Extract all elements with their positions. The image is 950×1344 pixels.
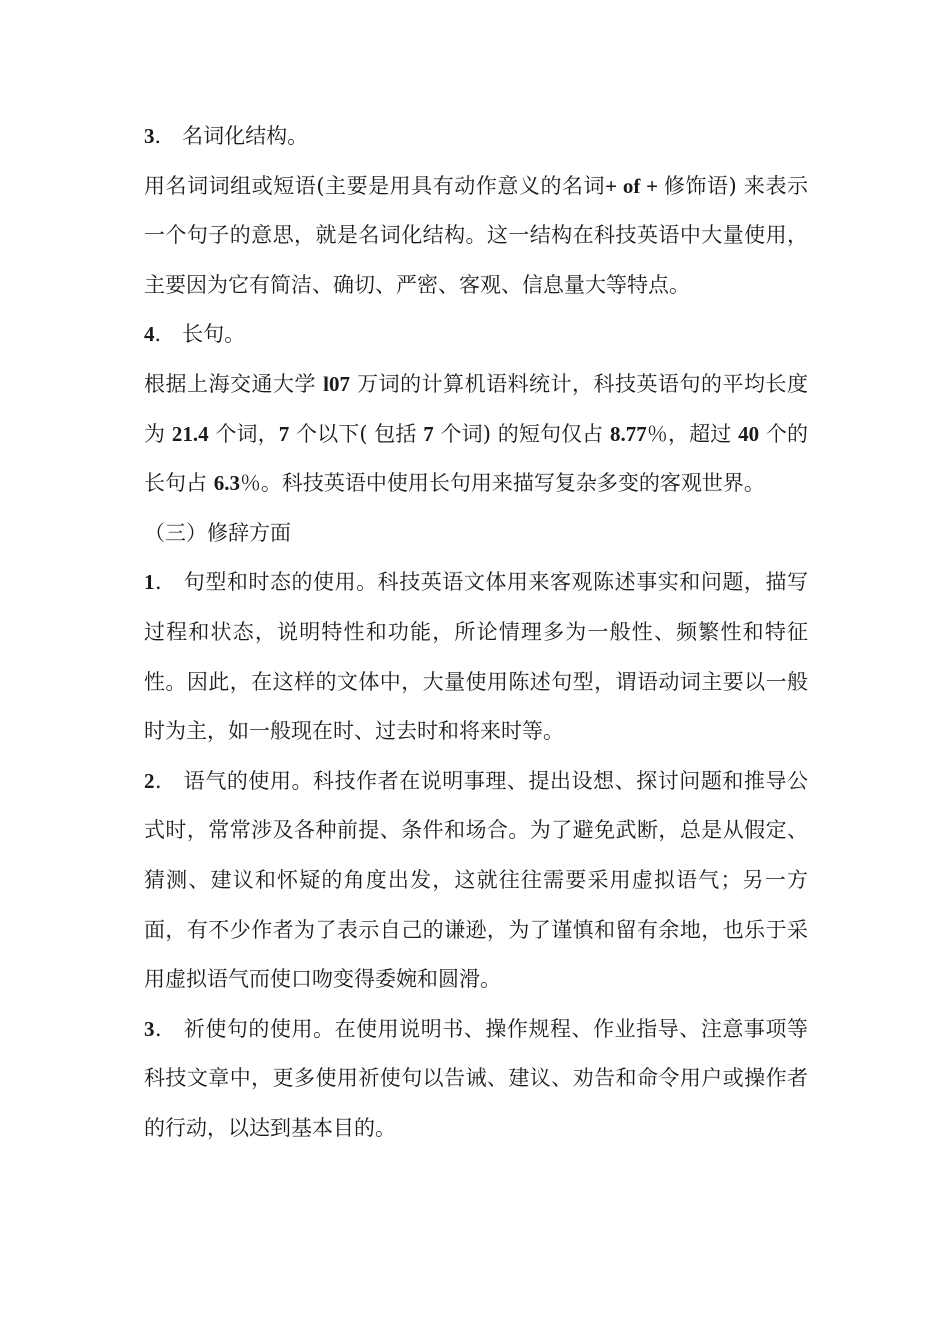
item-text: ． 句型和时态的使用。科技英语文体用来客观陈述事实和问题，描写过程和状态，说明特性和功能，所论情理多为一般性、频繁性和特征性。因此，在这样的文体中，大量使用陈述句型，谓语动词主要以一般时为主，如一般现在时、过去时和将来时等。 bbox=[144, 570, 808, 744]
text-run: 主要是用具有动作意义的名词 bbox=[324, 173, 606, 198]
text-run: 万词的计算机语料统计，科技英语句的平均长度为 bbox=[144, 371, 808, 446]
paragraph-nominalization bbox=[144, 162, 808, 311]
bold-text-run: + of + bbox=[605, 173, 664, 198]
text-run: 修饰语) 来表示一个句子的意思，就是名词化结构。这一结构在科技英语中大量使用，主要因为它有简洁、确切、严密、客观、信息量大等特点。 bbox=[144, 173, 808, 297]
bold-text-run: 7 bbox=[278, 421, 290, 446]
bold-text-run: 6.3 bbox=[213, 471, 240, 496]
text-run: 个词) 的短句仅占 bbox=[433, 421, 611, 446]
text-run: ％。科技英语中使用长句用来描写复杂多变的客观世界。 bbox=[239, 471, 765, 496]
paragraph-long-sentences bbox=[144, 360, 808, 509]
text-run: 用名词词组或短语( bbox=[144, 173, 325, 198]
item-imperative bbox=[144, 1005, 808, 1154]
text-run: 个以下( 包括 bbox=[289, 421, 424, 446]
heading-text: ． 长句。 bbox=[154, 322, 246, 347]
text-run: 个的长句占 bbox=[144, 421, 808, 496]
bold-text-run: 8.77 bbox=[610, 421, 647, 446]
item-sentence-tense bbox=[144, 558, 808, 756]
document-body bbox=[144, 112, 808, 1153]
item-mood bbox=[144, 757, 808, 1005]
heading-nominalization bbox=[144, 112, 808, 162]
bold-text-run: 7 bbox=[423, 421, 434, 446]
bold-text-run: 40 bbox=[738, 421, 760, 446]
text-run: 个词， bbox=[208, 421, 279, 446]
item-number: 2 bbox=[144, 768, 155, 793]
item-number: 3 bbox=[144, 1016, 155, 1041]
bold-text-run: l07 bbox=[323, 371, 350, 396]
heading-number: 4 bbox=[144, 322, 155, 347]
heading-long-sentences bbox=[144, 310, 808, 360]
text-run: 根据上海交通大学 bbox=[144, 371, 324, 396]
heading-text: ． 名词化结构。 bbox=[154, 124, 309, 148]
section-heading-rhetoric: （三）修辞方面 bbox=[144, 520, 291, 545]
heading-number: 3 bbox=[144, 124, 155, 148]
item-number: 1 bbox=[144, 570, 155, 595]
text-run: ％，超过 bbox=[646, 421, 739, 446]
item-text: ． 语气的使用。科技作者在说明事理、提出设想、探讨问题和推导公式时，常常涉及各种前提、条件和场合。为了避免武断，总是从假定、猜测、建议和怀疑的角度出发，这就往往需要采用虚拟语气；另一方面，有不少作者为了表示自己的谦逊，为了谨慎和留有余地，也乐于采用虚拟语气而使口吻变得委婉和圆滑。 bbox=[144, 768, 808, 992]
bold-text-run: 21.4 bbox=[171, 421, 209, 446]
item-text: ． 祈使句的使用。在使用说明书、操作规程、作业指导、注意事项等科技文章中，更多使用祈使句以告诫、建议、劝告和命令用户或操作者的行动，以达到基本目的。 bbox=[144, 1016, 808, 1140]
